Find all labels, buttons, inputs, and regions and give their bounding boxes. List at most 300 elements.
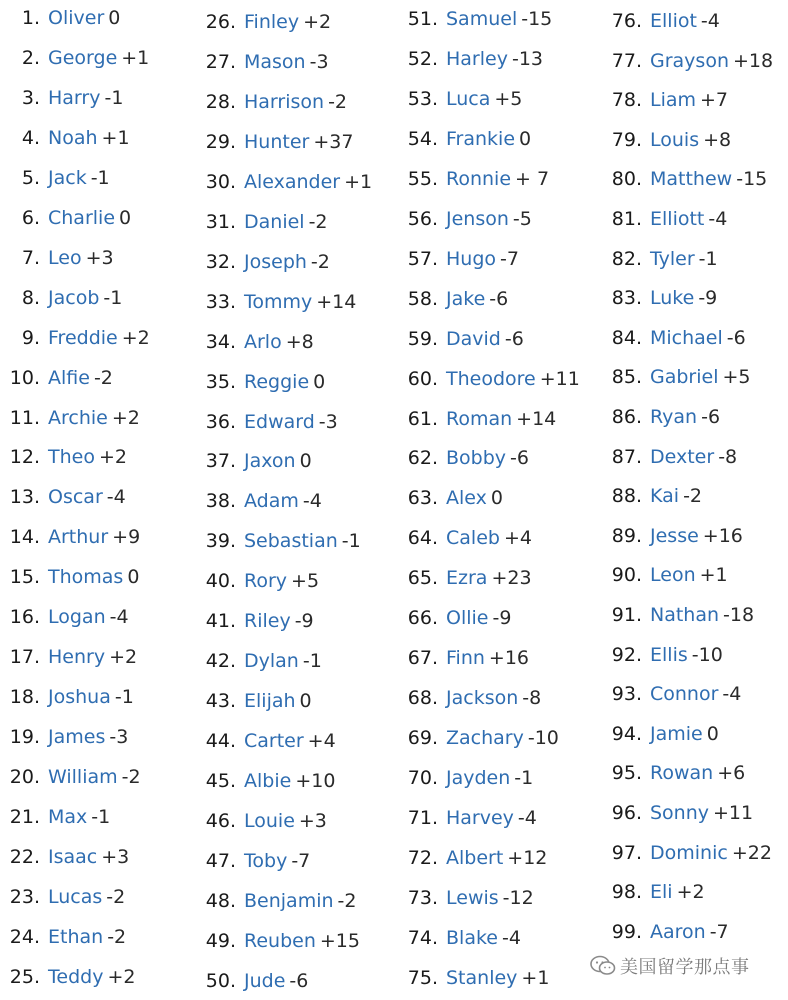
name-list-item [200, 529, 361, 553]
rank-number: 66. [407, 607, 438, 630]
rank-number: 69. [407, 727, 438, 750]
rank-number: 2. [21, 46, 40, 69]
baby-name: Dominic [650, 841, 728, 864]
rank-number: 21. [9, 806, 40, 828]
name-list-item [0, 126, 130, 150]
rank-change: +11 [713, 802, 754, 824]
rank-change: +1 [699, 564, 728, 587]
baby-name: Harrison [244, 90, 325, 113]
name-list-item [404, 966, 549, 990]
rank-change: -2 [107, 925, 127, 948]
rank-change: -1 [514, 767, 534, 790]
rank-change: -2 [308, 210, 328, 233]
rank-number: 46. [205, 810, 236, 832]
name-list-item [608, 761, 745, 785]
baby-name: Luke [650, 287, 695, 310]
rank-change: +1 [521, 966, 550, 989]
name-list-item [608, 49, 773, 73]
name-list-item [404, 566, 532, 590]
rank-change: +4 [307, 730, 336, 753]
rank-number: 92. [611, 643, 642, 666]
name-list-item [608, 9, 720, 33]
name-list-item [608, 920, 729, 944]
baby-name: Jenson [446, 207, 509, 230]
rank-number: 98. [611, 881, 642, 904]
name-list-item [404, 367, 580, 391]
rank-number: 79. [611, 128, 642, 151]
baby-name: Isaac [48, 845, 98, 868]
baby-name: Ezra [446, 567, 488, 590]
rank-change: +14 [516, 407, 557, 430]
rank-change: + 7 [515, 167, 550, 190]
baby-name: Finn [446, 647, 485, 670]
name-list-item [404, 926, 521, 950]
rank-change: -2 [328, 90, 348, 113]
rank-number: 80. [611, 168, 642, 191]
rank-change: -4 [302, 490, 322, 513]
rank-number: 60. [407, 367, 438, 390]
name-list-item [0, 406, 140, 430]
name-list-item [0, 286, 122, 310]
rank-number: 17. [9, 646, 40, 669]
rank-change: -2 [337, 889, 357, 912]
baby-name: Sonny [650, 802, 710, 824]
rank-change: -15 [736, 168, 768, 191]
name-list-item [608, 524, 743, 548]
rank-change: -4 [700, 10, 720, 32]
name-list-item [404, 766, 533, 790]
rank-number: 13. [9, 486, 40, 509]
name-list-item [200, 969, 308, 993]
rank-change: 0 [519, 127, 532, 150]
rank-number: 59. [407, 327, 438, 350]
rank-number: 4. [21, 126, 40, 149]
rank-number: 78. [611, 89, 642, 112]
rank-change: +2 [109, 646, 138, 669]
name-list-item [608, 326, 746, 350]
rank-number: 52. [407, 47, 438, 70]
name-list-item [404, 446, 529, 470]
rank-change: -3 [318, 410, 338, 433]
baby-name: Alex [446, 487, 487, 510]
baby-name: Joseph [244, 250, 307, 273]
baby-name: Blake [446, 926, 498, 949]
baby-name: Max [48, 806, 88, 828]
baby-name: Jack [48, 166, 87, 189]
name-list-item [0, 86, 123, 110]
rank-number: 12. [9, 446, 40, 469]
name-list-item [608, 841, 772, 865]
baby-name: Elijah [244, 690, 296, 713]
rank-number: 38. [205, 490, 236, 513]
rank-change: +3 [85, 246, 114, 269]
rank-number: 9. [21, 326, 40, 349]
rank-number: 53. [407, 87, 438, 110]
rank-number: 25. [9, 965, 40, 988]
rank-change: -4 [501, 926, 521, 949]
name-list-item [200, 689, 312, 713]
name-list-item [608, 801, 753, 825]
rank-change: +10 [295, 770, 336, 793]
rank-change: -4 [109, 606, 129, 629]
rank-change: +16 [488, 647, 530, 670]
name-list-item [608, 88, 728, 112]
name-list-item [404, 167, 549, 191]
baby-name: Gabriel [650, 366, 719, 389]
rank-number: 81. [611, 208, 642, 230]
rank-change: -5 [512, 207, 532, 230]
name-list-item [404, 806, 537, 830]
name-list-item [404, 247, 519, 271]
baby-name: Rory [244, 570, 288, 593]
baby-name: Tyler [650, 247, 695, 270]
name-list-item [0, 6, 120, 30]
rank-number: 19. [9, 726, 40, 749]
name-list-item [608, 643, 723, 667]
baby-name: Ryan [650, 406, 698, 428]
name-list-item [0, 326, 150, 350]
baby-name: Freddie [48, 326, 118, 349]
rank-number: 77. [611, 49, 642, 72]
baby-name: Daniel [244, 210, 305, 233]
baby-name: Harvey [446, 807, 514, 829]
name-list-item [608, 445, 737, 469]
rank-number: 65. [407, 567, 438, 590]
rank-change: -12 [502, 886, 534, 909]
baby-name: Oliver [48, 7, 105, 29]
rank-change: -2 [683, 485, 703, 508]
rank-change: +18 [733, 49, 774, 72]
rank-change: 0 [313, 370, 326, 393]
baby-name: Grayson [650, 49, 729, 72]
baby-name: Reggie [244, 370, 310, 393]
name-list-item [200, 50, 329, 74]
rank-number: 36. [205, 410, 236, 433]
baby-name: Lucas [48, 885, 103, 908]
rank-number: 91. [611, 604, 642, 626]
baby-name: Caleb [446, 527, 500, 550]
rank-number: 94. [611, 722, 642, 745]
baby-name: Jaxon [244, 450, 296, 473]
baby-name: Reuben [244, 929, 316, 952]
name-list-item [200, 769, 335, 793]
baby-name: Joshua [48, 686, 111, 709]
baby-name: Zachary [446, 727, 524, 750]
name-list-item [608, 167, 767, 191]
rank-number: 24. [9, 925, 40, 948]
name-list-item [0, 925, 126, 949]
rank-number: 89. [611, 524, 642, 547]
rank-change: 0 [299, 690, 312, 713]
rank-number: 16. [9, 606, 40, 629]
name-list-item [608, 603, 754, 627]
baby-name: Harry [48, 86, 101, 109]
rank-number: 3. [21, 86, 40, 109]
rank-number: 62. [407, 447, 438, 470]
rank-change: -8 [718, 445, 738, 468]
rank-change: -13 [511, 47, 544, 70]
rank-change: +16 [702, 524, 743, 547]
baby-name: Bobby [446, 447, 507, 470]
rank-change: +3 [101, 845, 130, 868]
rank-number: 41. [205, 610, 236, 633]
rank-change: +1 [344, 170, 373, 193]
rank-change: -8 [522, 687, 542, 710]
name-list-item [0, 725, 128, 749]
rank-change: +2 [98, 446, 127, 469]
baby-name: Theodore [446, 367, 536, 390]
name-list-item [608, 484, 702, 508]
name-list-item [0, 885, 125, 909]
rank-number: 11. [9, 406, 40, 429]
rank-number: 45. [205, 770, 236, 793]
rank-number: 15. [9, 566, 40, 589]
rank-change: -3 [109, 726, 129, 749]
name-list-item [0, 445, 127, 469]
name-list-item [0, 605, 129, 629]
name-list-item [404, 7, 552, 31]
name-list-item [200, 609, 314, 633]
rank-change: +4 [503, 527, 532, 550]
name-list-item [404, 686, 541, 710]
baby-name: Toby [244, 849, 288, 872]
rank-number: 43. [205, 690, 236, 713]
rank-change: -2 [121, 766, 141, 789]
rank-change: -9 [492, 607, 512, 630]
baby-name: Arlo [244, 330, 282, 353]
rank-number: 10. [9, 366, 40, 389]
rank-change: -7 [500, 247, 519, 270]
name-list-item [0, 805, 110, 829]
name-list-item [200, 889, 356, 913]
rank-number: 86. [611, 406, 642, 428]
baby-name: Archie [48, 406, 108, 429]
rank-change: 0 [127, 566, 140, 589]
baby-name: Mason [244, 50, 306, 73]
rank-number: 1. [21, 7, 40, 29]
rank-change: +22 [731, 841, 772, 864]
rank-number: 56. [407, 207, 438, 230]
name-list-item [0, 525, 140, 549]
baby-name: Edward [244, 410, 315, 433]
rank-number: 7. [21, 246, 40, 269]
rank-number: 68. [407, 687, 438, 710]
baby-name: Ollie [446, 607, 489, 630]
rank-number: 84. [611, 326, 642, 349]
baby-name: Kai [650, 485, 680, 508]
baby-name: Leon [650, 564, 696, 587]
rank-number: 33. [205, 290, 236, 313]
rank-number: 40. [205, 570, 236, 593]
rank-change: +7 [700, 89, 729, 112]
rank-change: -10 [691, 643, 723, 666]
name-list-item [200, 449, 312, 473]
rank-number: 18. [9, 686, 40, 709]
rank-change: +37 [313, 130, 354, 153]
name-list-item [404, 287, 508, 311]
name-list-item [404, 87, 522, 111]
rank-number: 34. [205, 330, 236, 353]
rank-change: +8 [285, 330, 314, 353]
rank-number: 64. [407, 527, 438, 550]
baby-name: Albie [244, 770, 292, 793]
rank-change: -9 [294, 610, 314, 633]
rank-change: +5 [291, 570, 320, 593]
baby-name: Stanley [446, 966, 518, 989]
baby-name: Ethan [48, 925, 104, 948]
rank-change: +2 [121, 326, 150, 349]
rank-number: 76. [611, 10, 642, 32]
name-list-item [200, 370, 325, 394]
name-list-item [404, 886, 534, 910]
name-list-item [608, 880, 705, 904]
baby-name: Louie [244, 810, 295, 832]
name-list-item [0, 685, 134, 709]
name-list-item [404, 47, 543, 71]
rank-number: 54. [407, 127, 438, 150]
rank-change: -4 [722, 683, 742, 706]
baby-name: Connor [650, 683, 719, 706]
rank-number: 87. [611, 445, 642, 468]
baby-name: Elliott [650, 208, 705, 230]
rank-number: 74. [407, 926, 438, 949]
rank-change: +6 [717, 762, 746, 785]
rank-change: -4 [517, 807, 537, 829]
baby-name: Alexander [244, 170, 341, 193]
rank-number: 39. [205, 530, 236, 553]
name-list-item [608, 722, 719, 746]
baby-name: George [48, 46, 118, 69]
rank-number: 23. [9, 885, 40, 908]
name-list-item [0, 485, 126, 509]
rank-number: 75. [407, 966, 438, 989]
name-list-item [0, 765, 141, 789]
rank-number: 96. [611, 802, 642, 824]
watermark-text: 美国留学那点事 [620, 957, 750, 978]
rank-change: 0 [119, 206, 132, 229]
watermark [586, 952, 754, 980]
rank-number: 30. [205, 170, 236, 193]
rank-change: +5 [494, 87, 523, 110]
baby-name: Finley [244, 11, 300, 33]
baby-name: Jude [244, 969, 286, 992]
rank-number: 71. [407, 807, 438, 829]
baby-name: Jacob [48, 286, 100, 309]
baby-name: James [48, 726, 106, 749]
rank-change: -18 [723, 604, 755, 626]
rank-change: -3 [309, 50, 329, 73]
rank-number: 31. [205, 210, 236, 233]
name-list-item [404, 486, 503, 510]
rank-number: 55. [407, 167, 438, 190]
rank-change: -4 [106, 486, 126, 509]
baby-name: Dexter [650, 445, 715, 468]
name-list-item [608, 128, 731, 152]
name-list-item [0, 246, 114, 270]
baby-name: Eli [650, 881, 673, 904]
rank-number: 85. [611, 366, 642, 389]
rank-change: +1 [121, 46, 150, 69]
rank-change: -2 [93, 366, 113, 389]
name-list-item [404, 127, 531, 151]
name-list-item [200, 929, 360, 953]
baby-name: Lewis [446, 886, 499, 909]
rank-number: 93. [611, 683, 642, 706]
rank-change: +1 [101, 126, 130, 149]
rank-change: -4 [708, 208, 728, 230]
baby-name: Jayden [446, 767, 511, 790]
name-list-item [404, 606, 511, 630]
rank-change: +11 [539, 367, 580, 390]
rank-change: -7 [709, 920, 729, 943]
name-list-item [608, 286, 717, 310]
rank-number: 47. [205, 849, 236, 872]
rank-number: 42. [205, 650, 236, 673]
baby-name: Roman [446, 407, 513, 430]
rank-change: -6 [510, 447, 529, 470]
rank-number: 82. [611, 247, 642, 270]
rank-number: 28. [205, 90, 236, 113]
rank-number: 48. [205, 889, 236, 912]
rank-number: 58. [407, 287, 438, 310]
baby-name: Michael [650, 326, 723, 349]
rank-change: -9 [698, 287, 718, 310]
baby-name: Dylan [244, 650, 299, 673]
rank-number: 37. [205, 450, 236, 473]
baby-name: Adam [244, 490, 299, 513]
rank-number: 97. [611, 841, 642, 864]
name-list-item [404, 846, 547, 870]
rank-change: +9 [112, 526, 141, 549]
name-list-item [0, 166, 110, 190]
rank-number: 26. [205, 11, 236, 33]
rank-number: 6. [21, 206, 40, 229]
rank-change: 0 [706, 722, 719, 745]
baby-name: Henry [48, 646, 106, 669]
baby-name: Theo [48, 446, 95, 469]
rank-change: -6 [701, 406, 721, 428]
baby-name: Riley [244, 610, 291, 633]
rank-change: +15 [319, 929, 360, 952]
rank-number: 14. [9, 526, 40, 549]
name-list-item [404, 407, 556, 431]
rank-change: -1 [90, 166, 110, 189]
baby-name: Matthew [650, 168, 733, 191]
name-list-item [0, 206, 131, 230]
name-list-item [200, 489, 322, 513]
baby-name: Oscar [48, 486, 103, 509]
rank-change: -6 [289, 969, 309, 992]
name-list-item [608, 247, 718, 271]
rank-change: -7 [291, 849, 311, 872]
name-list-item [200, 290, 356, 314]
baby-name: Tommy [244, 290, 313, 313]
rank-change: -15 [521, 8, 553, 30]
rank-change: -2 [310, 250, 330, 273]
baby-name: Samuel [446, 8, 518, 30]
rank-change: 0 [490, 487, 503, 510]
rank-change: +2 [111, 406, 140, 429]
baby-name: Liam [650, 89, 697, 112]
baby-name: Albert [446, 846, 504, 869]
rank-change: +12 [507, 846, 548, 869]
rank-number: 20. [9, 766, 40, 789]
name-list-item [200, 729, 336, 753]
rank-change: -10 [527, 727, 559, 750]
baby-name: Harley [446, 47, 508, 70]
baby-name: Logan [48, 606, 106, 629]
baby-name: Hunter [244, 130, 310, 153]
